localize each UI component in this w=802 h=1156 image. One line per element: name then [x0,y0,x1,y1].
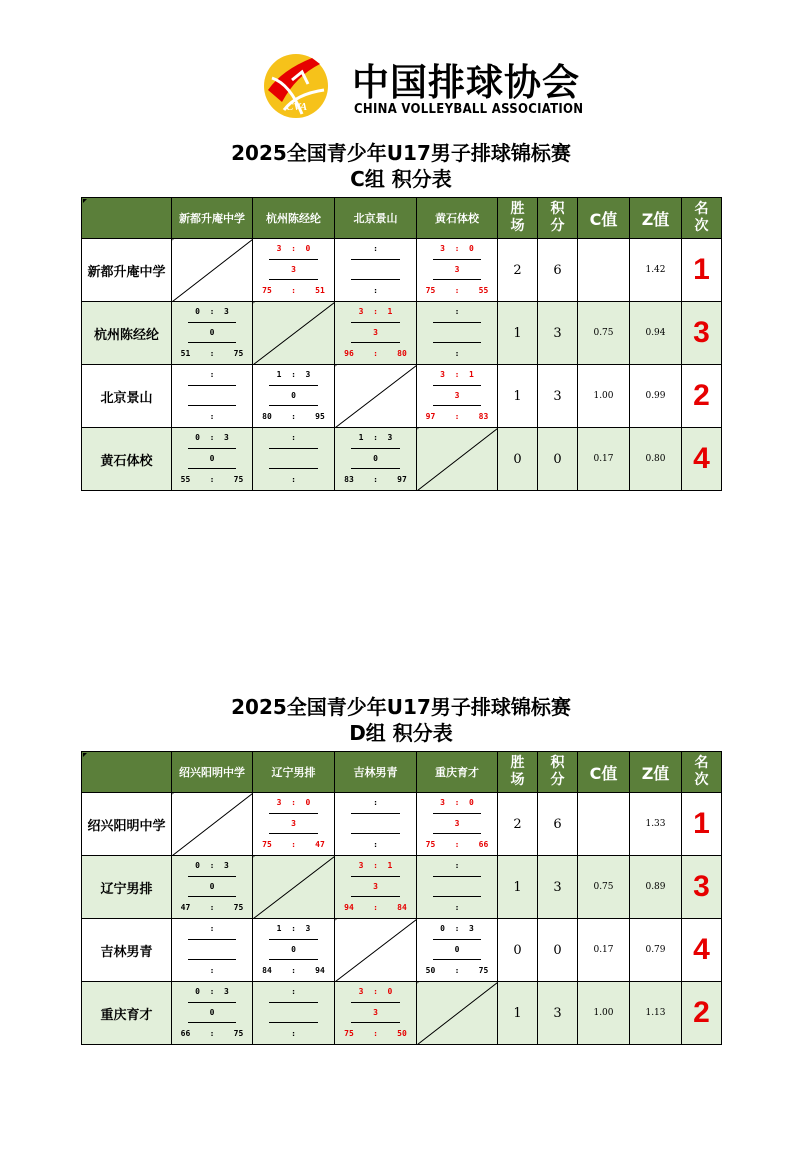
ball-points: : [190,966,234,975]
set-score: : [363,244,388,253]
match-points: 3 [454,819,460,828]
match-result-cell [253,982,335,1045]
ball-points: : [271,1029,316,1038]
header-row [82,198,722,239]
group-c-subtitle: C组 积分表 [350,167,452,191]
match-result-cell [335,856,417,919]
ball-points: 75 : 47 [262,840,325,849]
wins-value: 0 [498,919,538,982]
match-result-cell [253,919,335,982]
match-points: 0 [209,454,215,463]
match-result-cell [335,793,417,856]
rank-value: 2 [682,982,722,1045]
row-team-name: 吉林男青 [82,919,172,982]
wins-value: 1 [498,302,538,365]
ball-points: 83 : 97 [344,475,407,484]
group-c-title: 2025全国青少年U17男子排球锦标赛 [231,141,571,165]
self-match-cell [172,239,253,302]
rank-header: 名 次 [682,752,722,793]
set-score: : [199,370,225,379]
match-result-cell [335,982,417,1045]
set-score: : [281,987,306,996]
table-row [82,856,722,919]
wins-value: 2 [498,239,538,302]
row-team-name: 新都升庵中学 [82,239,172,302]
ball-points: : [435,903,479,912]
wins-value: 1 [498,365,538,428]
points-value: 3 [538,982,578,1045]
table-row [82,982,722,1045]
z-value: 1.13 [630,982,682,1045]
org-name-en: CHINA VOLLEYBALL ASSOCIATION [354,102,584,117]
match-points: 0 [291,391,296,400]
match-result-cell [335,302,417,365]
match-result-cell [172,365,253,428]
set-score: 1 : 3 [358,433,393,442]
ball-points: 84 : 94 [262,966,325,975]
z-value: 1.33 [630,793,682,856]
group-d-subtitle: D组 积分表 [349,721,453,745]
ball-points: : [353,286,398,295]
match-result-cell [253,239,335,302]
volleyball-logo-icon [262,50,342,122]
set-score: 3 : 0 [276,798,311,807]
match-points: 3 [291,819,296,828]
table-row [82,239,722,302]
points-value: 0 [538,428,578,491]
set-score: 3 : 1 [440,370,474,379]
points-value: 6 [538,239,578,302]
ball-points: 96 : 80 [344,349,407,358]
match-points: 3 [373,328,378,337]
ball-points: 75 : 50 [344,1029,407,1038]
z-value: 0.79 [630,919,682,982]
z-value-header: Z值 [630,752,682,793]
table-row [82,428,722,491]
ball-points: : [353,840,398,849]
c-value: 1.00 [578,365,630,428]
table-row [82,365,722,428]
table-row [82,302,722,365]
rank-value: 4 [682,919,722,982]
header-row [82,752,722,793]
rank-value: 3 [682,302,722,365]
match-points: 0 [209,882,215,891]
column-team-header: 新都升庵中学 [172,198,253,239]
row-team-name: 北京景山 [82,365,172,428]
c-value: 0.17 [578,919,630,982]
standings-table [81,197,722,491]
ball-points: 51 : 75 [180,349,244,358]
ball-points: 80 : 95 [262,412,325,421]
c-value-header: C值 [578,752,630,793]
match-result-cell [417,302,498,365]
column-team-header: 北京景山 [335,198,417,239]
match-result-cell [172,856,253,919]
set-score: 1 : 3 [276,370,311,379]
z-value: 0.89 [630,856,682,919]
self-match-cell [253,856,335,919]
ball-points: : [435,349,479,358]
group-d-title: 2025全国青少年U17男子排球锦标赛 [231,695,571,719]
match-points: 3 [454,265,460,274]
points-value: 3 [538,856,578,919]
wins-header: 胜 场 [498,752,538,793]
match-result-cell [417,919,498,982]
set-score: 0 : 3 [195,987,229,996]
set-score: 0 : 3 [195,433,229,442]
set-score: 3 : 0 [440,244,474,253]
c-value [578,793,630,856]
match-points: 0 [209,1008,215,1017]
rank-value: 4 [682,428,722,491]
z-value: 1.42 [630,239,682,302]
row-team-name: 辽宁男排 [82,856,172,919]
column-team-header: 绍兴阳明中学 [172,752,253,793]
match-result-cell [417,856,498,919]
ball-points: : [271,475,316,484]
ball-points: 50 : 75 [425,966,489,975]
ball-points: 55 : 75 [180,475,244,484]
wins-value: 0 [498,428,538,491]
match-result-cell [253,793,335,856]
set-score: 0 : 3 [195,861,229,870]
row-team-name: 绍兴阳明中学 [82,793,172,856]
set-score: 3 : 0 [440,798,474,807]
match-points: 0 [454,945,460,954]
corner-cell [82,198,172,239]
set-score: 3 : 0 [358,987,393,996]
ball-points: 75 : 51 [262,286,325,295]
ball-points: 94 : 84 [344,903,407,912]
set-score: : [363,798,388,807]
standings-table [81,751,722,1045]
match-result-cell [335,428,417,491]
wins-value: 2 [498,793,538,856]
c-value [578,239,630,302]
wins-header: 胜 场 [498,198,538,239]
c-value: 0.75 [578,856,630,919]
match-result-cell [253,428,335,491]
match-points: 0 [291,945,296,954]
set-score: 3 : 0 [276,244,311,253]
match-points: 3 [373,882,378,891]
ball-points: : [190,412,234,421]
table-row [82,919,722,982]
ball-points: 97 : 83 [425,412,489,421]
match-result-cell [172,919,253,982]
match-result-cell [417,793,498,856]
match-points: 3 [291,265,296,274]
self-match-cell [417,982,498,1045]
points-value: 3 [538,365,578,428]
set-score: 3 : 1 [358,861,393,870]
self-match-cell [335,919,417,982]
points-value: 3 [538,302,578,365]
match-result-cell [172,428,253,491]
column-team-header: 辽宁男排 [253,752,335,793]
c-value-header: C值 [578,198,630,239]
self-match-cell [253,302,335,365]
set-score: : [444,307,470,316]
points-header: 积 分 [538,752,578,793]
match-points: 3 [373,1008,378,1017]
column-team-header: 杭州陈经纶 [253,198,335,239]
match-points: 0 [209,328,215,337]
wins-value: 1 [498,982,538,1045]
cva-logo [262,50,584,122]
c-value: 0.17 [578,428,630,491]
column-team-header: 黄石体校 [417,198,498,239]
ball-points: 75 : 66 [425,840,489,849]
match-result-cell [253,365,335,428]
rank-value: 3 [682,856,722,919]
rank-value: 1 [682,239,722,302]
row-team-name: 重庆育才 [82,982,172,1045]
points-header: 积 分 [538,198,578,239]
set-score: 3 : 1 [358,307,393,316]
set-score: : [444,861,470,870]
z-value: 0.94 [630,302,682,365]
wins-value: 1 [498,856,538,919]
c-value: 1.00 [578,982,630,1045]
ball-points: 66 : 75 [180,1029,244,1038]
ball-points: 75 : 55 [425,286,489,295]
self-match-cell [335,365,417,428]
z-value: 0.99 [630,365,682,428]
match-result-cell [172,302,253,365]
logo-initials: CVA [286,101,308,113]
org-name-cn: 中国排球协会 [352,60,580,104]
table-row [82,793,722,856]
match-points: 0 [373,454,378,463]
self-match-cell [172,793,253,856]
row-team-name: 黄石体校 [82,428,172,491]
set-score: 1 : 3 [276,924,311,933]
set-score: 0 : 3 [440,924,474,933]
self-match-cell [417,428,498,491]
rank-value: 2 [682,365,722,428]
corner-cell [82,752,172,793]
set-score: : [281,433,306,442]
z-value: 0.80 [630,428,682,491]
row-team-name: 杭州陈经纶 [82,302,172,365]
points-value: 0 [538,919,578,982]
set-score: 0 : 3 [195,307,229,316]
column-team-header: 吉林男青 [335,752,417,793]
rank-header: 名 次 [682,198,722,239]
set-score: : [199,924,225,933]
match-result-cell [417,365,498,428]
match-result-cell [417,239,498,302]
ball-points: 47 : 75 [180,903,244,912]
points-value: 6 [538,793,578,856]
match-result-cell [335,239,417,302]
match-points: 3 [454,391,460,400]
column-team-header: 重庆育才 [417,752,498,793]
rank-value: 1 [682,793,722,856]
c-value: 0.75 [578,302,630,365]
z-value-header: Z值 [630,198,682,239]
match-result-cell [172,982,253,1045]
